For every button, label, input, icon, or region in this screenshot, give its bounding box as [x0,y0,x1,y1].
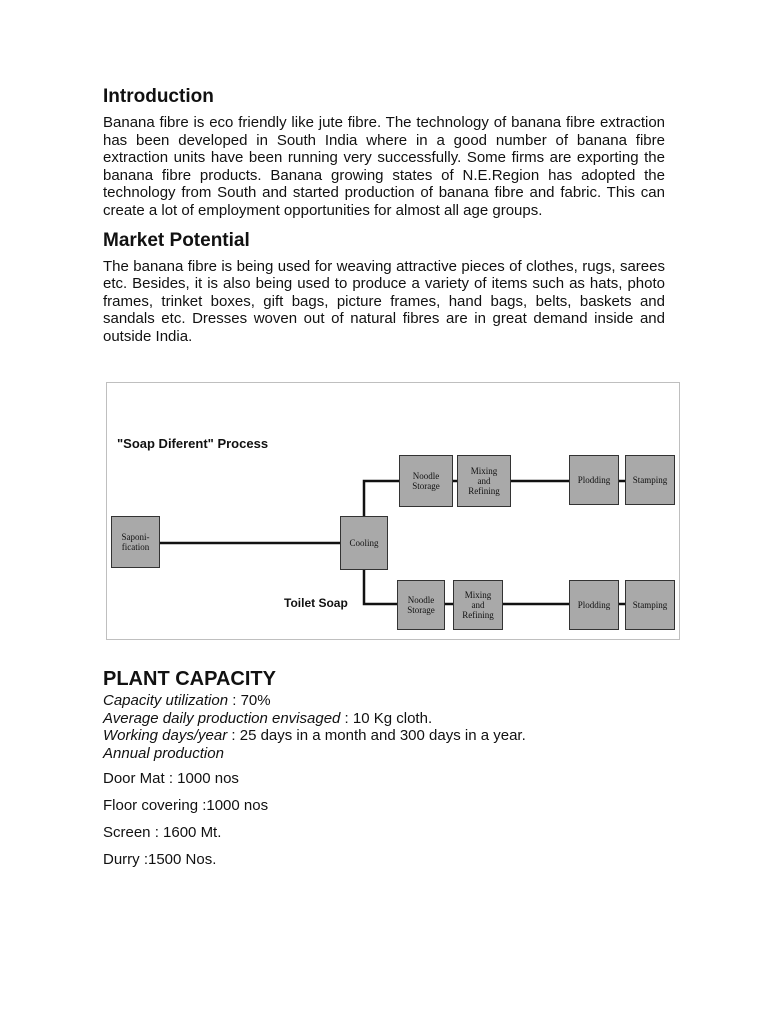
stamping-top-box [625,455,675,505]
working-days-line [103,727,703,745]
soap-process-diagram [106,382,680,640]
capacity-utilization-key: Capacity utilization [103,692,229,709]
cooling-label: Cooling [349,538,379,548]
annual-production-label: Annual production [103,744,224,762]
daily-production-value: : 10 Kg cloth. [340,709,433,727]
daily-production-key: Average daily production envisaged [103,709,341,727]
plodding-top-label: Plodding [577,475,611,485]
connector-cooling-noodle-top [364,481,399,516]
plodding-top-box [569,455,619,505]
market-potential-paragraph: The banana fibre is being used for weaving attractive pieces of clothes, rugs, sarees etc. Besides, it is also being used to produce a variety of items such as hats, photo frames, trinket boxes, gift bags, picture frames, hand bags, belts, baskets and sandals etc. Dresses woven out of natural fibres are in great demand inside and outside India. [103,257,665,345]
daily-production-line [103,710,703,728]
capacity-utilization-value: : 70% [228,692,271,709]
plant-capacity-section [103,666,703,869]
saponification-box [111,516,160,568]
working-days-key: Working days/year [103,727,228,745]
diagram-title: "Soap Diferent" Process [117,436,269,451]
plodding-bottom-box [569,580,619,630]
market-potential-heading: Market Potential [103,229,250,251]
capacity-utilization-line [103,692,703,710]
product-item: Screen : 1600 Mt. [103,824,222,842]
noodle-storage-top-label: Noodle Storage [412,471,440,491]
noodle-storage-bottom-box [397,580,445,630]
plodding-bottom-label: Plodding [577,600,611,610]
mixing-refining-bottom-label: Mixing and Refining [462,590,494,620]
mixing-refining-top-label: Mixing and Refining [468,466,500,496]
stamping-bottom-box [625,580,675,630]
mixing-refining-bottom-box [453,580,503,630]
stamping-bottom-label: Stamping [632,600,668,610]
introduction-heading: Introduction [103,86,214,107]
cooling-box [340,516,388,570]
product-item: Door Mat : 1000 nos [103,770,239,788]
introduction-paragraph: Banana fibre is eco friendly like jute fibre. The technology of banana fibre extraction has been developed in South India where in a good number of banana fibre extraction units have been running very successfully. Some firms are exporting the banana fibre products. Banana growing states of N.E.Region has adopted the technology from South and started production of banana fibre and fabric. This can create a lot of employment opportunities for almost all age groups. [103,114,665,219]
mixing-refining-top-box [457,455,511,507]
product-item: Durry :1500 Nos. [103,851,217,869]
connector-cooling-noodle-bottom [364,570,397,604]
plant-capacity-heading: PLANT CAPACITY [103,668,276,690]
stamping-top-label: Stamping [632,475,668,485]
toilet-soap-label: Toilet Soap [284,596,348,610]
saponification-label: Saponi- fication [121,532,150,552]
noodle-storage-bottom-label: Noodle Storage [407,595,435,615]
document-page [103,84,665,346]
product-item: Floor covering :1000 nos [103,797,269,815]
noodle-storage-top-box [399,455,453,507]
working-days-value: : 25 days in a month and 300 days in a year. [227,727,526,745]
